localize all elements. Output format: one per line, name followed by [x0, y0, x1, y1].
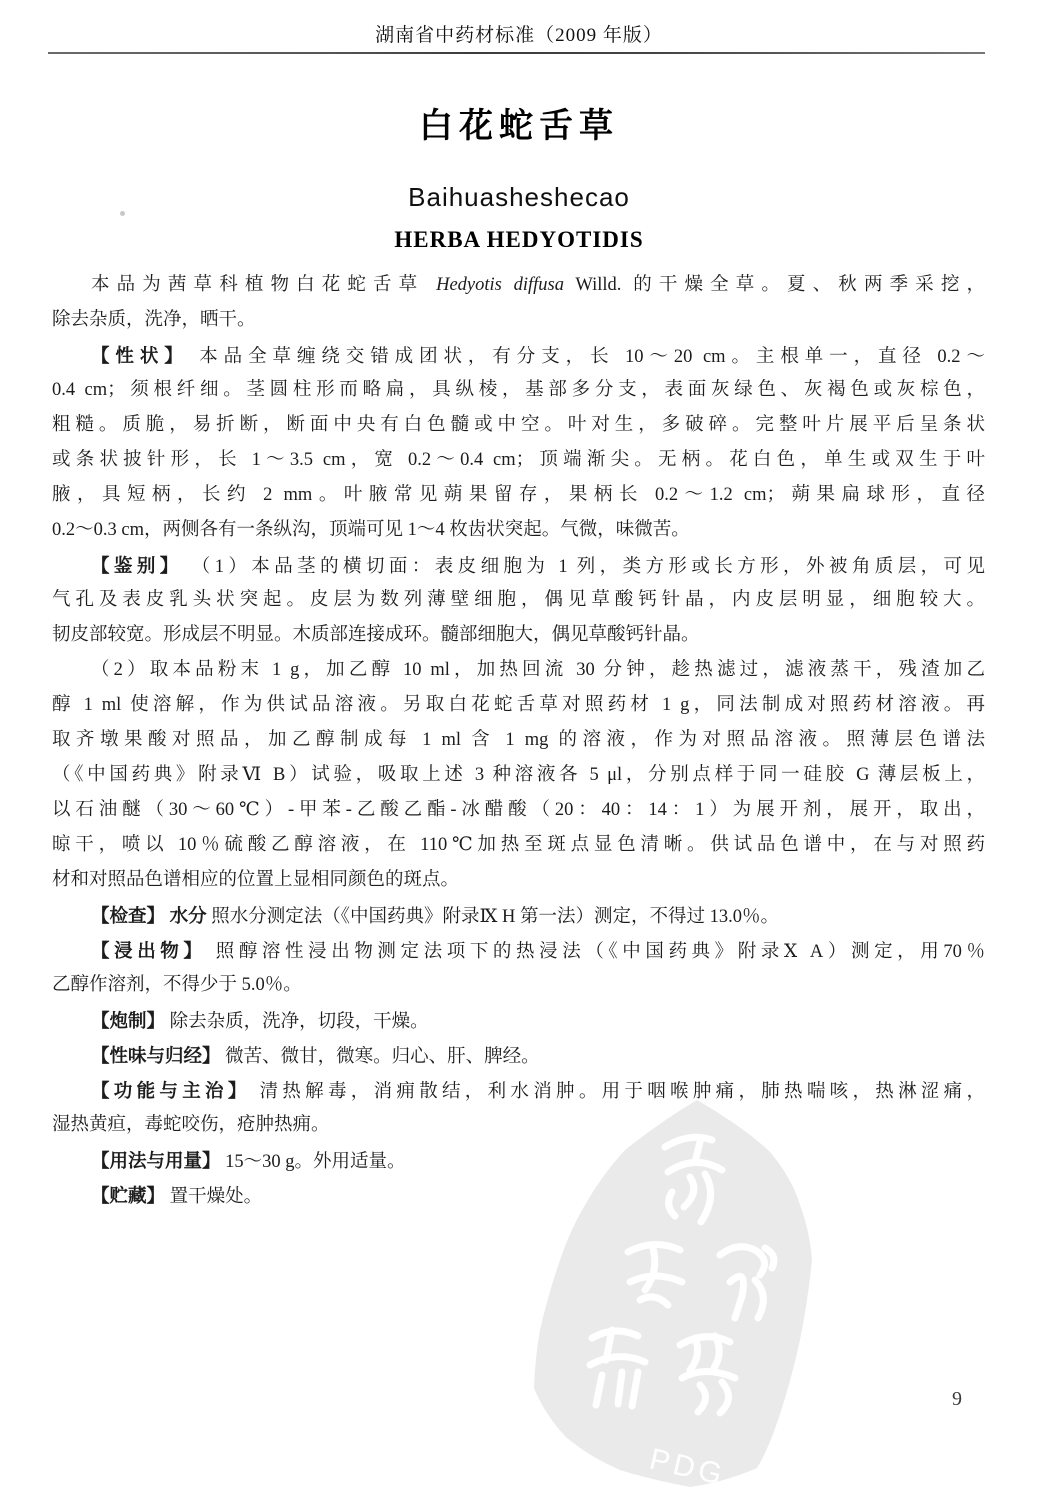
text-line-processing-1: 【炮制】 除去杂质，洗净，切段，干燥。 [91, 1010, 429, 1032]
monograph-title-pinyin: Baihuasheshecao [408, 182, 630, 212]
text-line-identification-1-2: 气孔及表皮乳头状突起。皮层为数列薄壁细胞，偶见草酸钙针晶，内皮层明显，细胞较大。 [52, 590, 985, 610]
text-line-identification-2-3: 取齐墩果酸对照品，加乙醇制成每 1 ml 含 1 mg 的溶液，作为对照品溶液。照薄层色谱法 [52, 730, 985, 750]
watermark-pdg-label: PDG [646, 1442, 729, 1493]
text-line-identification-2-5: 以石油醚（30～60℃）-甲苯-乙酸乙酯-冰醋酸（20：40：14：1）为展开剂，展开，取出， [52, 800, 985, 820]
text-line-source-2: 除去杂质，洗净，晒干。 [52, 310, 256, 330]
text-line-property-meridian-1: 【性味与归经】 微苦、微甘，微寒。归心、肝、脾经。 [91, 1045, 540, 1067]
text-line-extractives-1: 【浸出物】 照醇溶性浸出物测定法项下的热浸法（《中国药典》附录Ⅹ A）测定，用70％ [91, 940, 985, 962]
text-line-description-5: 腋，具短柄，长约 2 mm。叶腋常见蒴果留存，果柄长 0.2～1.2 cm；蒴果扁球形，直径 [52, 485, 985, 505]
text-line-description-4: 或条状披针形，长 1～3.5 cm，宽 0.2～0.4 cm；顶端渐尖。无柄。花白色，单生或双生于叶 [52, 450, 985, 470]
text-line-identification-2-6: 晾干，喷以 10％硫酸乙醇溶液，在 110℃加热至斑点显色清晰。供试品色谱中，在与对照药 [52, 835, 985, 855]
text-line-description-3: 粗糙。质脆，易折断，断面中央有白色髓或中空。叶对生，多破碎。完整叶片展平后呈条状 [52, 415, 985, 435]
text-line-identification-2-2: 醇 1 ml 使溶解，作为供试品溶液。另取白花蛇舌草对照药材 1 g，同法制成对照药材溶液。再 [52, 695, 985, 715]
text-line-description-1: 【性状】 本品全草缠绕交错成团状，有分支，长 10～20 cm。主根单一，直径 0.2～ [91, 345, 985, 367]
text-line-identification-1-3: 韧皮部较宽。形成层不明显。木质部连接成环。髓部细胞大，偶见草酸钙针晶。 [52, 625, 700, 645]
text-line-identification-1-1: 【鉴别】 （1）本品茎的横切面：表皮细胞为 1 列，类方形或长方形，外被角质层，可见 [91, 555, 985, 577]
text-line-examination-1: 【检查】 水分 照水分测定法（《中国药典》附录Ⅸ H 第一法）测定，不得过 13.0％。 [91, 905, 779, 927]
text-line-functions-indications-1: 【功能与主治】 清热解毒，消痈散结，利水消肿。用于咽喉肿痛，肺热喘咳，热淋涩痛， [91, 1080, 985, 1102]
monograph-title-cn: 白花蛇舌草 [419, 107, 619, 145]
text-line-storage-1: 【贮藏】 置干燥处。 [91, 1185, 263, 1207]
text-line-identification-2-1: （2）取本品粉末 1 g，加乙醇 10 ml，加热回流 30 分钟，趁热滤过，滤液蒸干，残渣加乙 [91, 660, 985, 680]
monograph-title-latin: HERBA HEDYOTIDIS [394, 227, 644, 252]
scan-speck [120, 211, 125, 216]
text-line-description-2: 0.4 cm；须根纤细。茎圆柱形而略扁，具纵棱，基部多分支，表面灰绿色、灰褐色或灰棕色， [52, 380, 985, 400]
text-line-identification-2-4: （《中国药典》附录Ⅵ B）试验，吸取上述 3 种溶液各 5 μl，分别点样于同一硅胶 G 薄层板上， [52, 765, 985, 785]
page-number: 9 [952, 1388, 962, 1410]
monograph-body [52, 268, 985, 1213]
text-line-dosage-1: 【用法与用量】 15～30 g。外用适量。 [91, 1150, 406, 1172]
page-header: 湖南省中药材标准（2009 年版） [375, 25, 663, 46]
text-line-source-1: 本品为茜草科植物白花蛇舌草 Hedyotis diffusa Willd. 的干燥全草。夏、秋两季采挖， [91, 275, 985, 295]
text-line-identification-2-7: 材和对照品色谱相应的位置上显相同颜色的斑点。 [52, 870, 460, 890]
text-line-extractives-2: 乙醇作溶剂，不得少于 5.0％。 [52, 975, 302, 995]
text-line-functions-indications-2: 湿热黄疸，毒蛇咬伤，疮肿热痈。 [52, 1115, 330, 1135]
text-line-description-6: 0.2～0.3 cm，两侧各有一条纵沟，顶端可见 1～4 枚齿状突起。气微，味微苦。 [52, 520, 690, 540]
header-rule [48, 52, 985, 54]
